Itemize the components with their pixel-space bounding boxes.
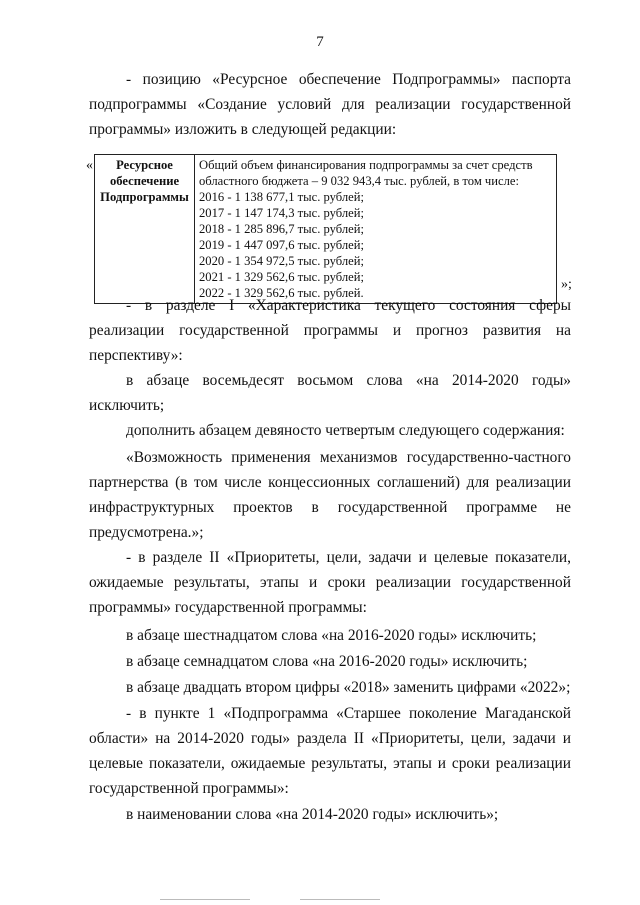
resource-table: [94, 154, 557, 304]
paragraph-17: в абзаце семнадцатом слова «на 2016-2020 годы» исключить;: [126, 653, 528, 670]
value-line: 2016 - 1 138 677,1 тыс. рублей;: [199, 190, 364, 204]
intro-paragraph: - позицию «Ресурсное обеспечение Подпрограммы» паспорта подпрограммы «Создание условий для реализации государственной программы» изложить в следующей редакции:: [89, 71, 571, 138]
paragraph-quote-ppp: «Возможность применения механизмов государственно-частного партнерства (в том числе концессионных соглашений) для реализации инфраструктурных проектов в государственной программе не предусмотрена.»;: [89, 449, 571, 541]
table-quote-open: «: [86, 158, 93, 173]
paragraph-section-1: - в разделе I «Характеристика текущего состояния сферы реализации государственной программы и прогноз развития на перспективу»:: [89, 297, 571, 364]
label-line: обеспечение: [109, 174, 180, 188]
value-line: Общий объем финансирования подпрограммы за счет средств: [199, 158, 533, 172]
paragraph-16: в абзаце шестнадцатом слова «на 2016-2020 годы» исключить;: [126, 627, 537, 644]
value-line: 2018 - 1 285 896,7 тыс. рублей;: [199, 222, 364, 236]
footer-rule: [300, 899, 380, 900]
footer-rule: [160, 899, 250, 900]
paragraph-88: в абзаце восемьдесят восьмом слова «на 2014-2020 годы» исключить;: [89, 372, 571, 414]
value-line: областного бюджета – 9 032 943,4 тыс. рублей, в том числе:: [199, 174, 519, 188]
paragraph-22: в абзаце двадцать втором цифры «2018» заменить цифрами «2022»;: [126, 679, 571, 696]
table-row: [95, 155, 557, 304]
resource-value-cell: [195, 155, 557, 304]
value-line: 2021 - 1 329 562,6 тыс. рублей;: [199, 270, 364, 284]
value-line: 2017 - 1 147 174,3 тыс. рублей;: [199, 206, 364, 220]
label-line: Ресурсное: [116, 158, 173, 172]
resource-label-cell: [95, 155, 195, 304]
paragraph-section-2: - в разделе II «Приоритеты, цели, задачи и целевые показатели, ожидаемые результаты, этапы и сроки реализации государственной программы» государственной программы:: [89, 549, 571, 616]
paragraph-add-94: дополнить абзацем девяносто четвертым следующего содержания:: [126, 422, 565, 439]
table-quote-close: »;: [561, 277, 572, 292]
value-line: 2022 - 1 329 562,6 тыс. рублей.: [199, 286, 364, 300]
value-line: 2019 - 1 447 097,6 тыс. рублей;: [199, 238, 364, 252]
paragraph-point-1: - в пункте 1 «Подпрограмма «Старшее поколение Магаданской области» на 2014-2020 годы» раздела II «Приоритеты, цели, задачи и целевые показатели, ожидаемые результаты, этапы и сроки реализации государственной программы»:: [89, 705, 571, 797]
paragraph-name: в наименовании слова «на 2014-2020 годы» исключить»;: [126, 806, 499, 823]
label-line: Подпрограммы: [100, 190, 189, 204]
value-line: 2020 - 1 354 972,5 тыс. рублей;: [199, 254, 364, 268]
page-number: 7: [316, 34, 324, 50]
